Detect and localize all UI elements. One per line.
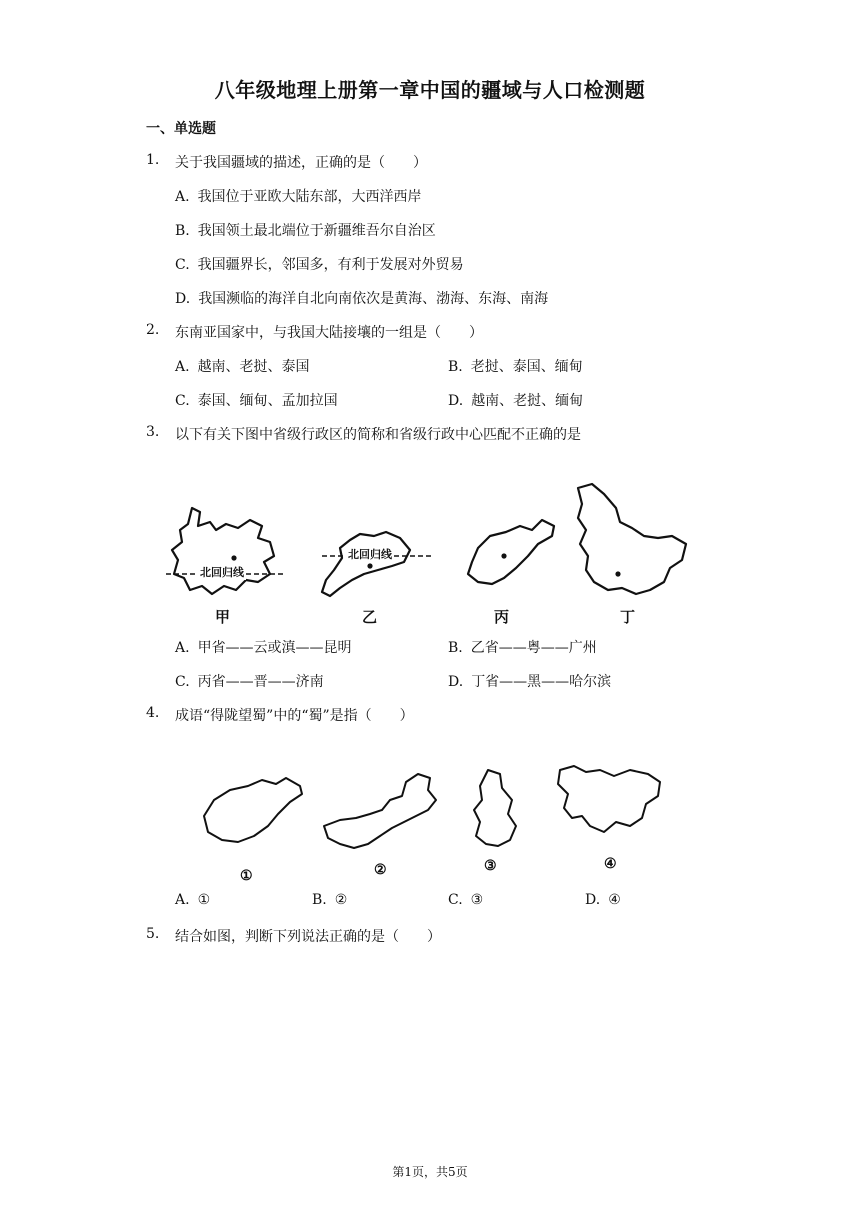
option-text: ②	[334, 892, 348, 908]
question-text: 成语“得陇望蜀”中的“蜀”是指（ ）	[175, 708, 414, 724]
capital-dot	[501, 553, 506, 558]
question-number: 5.	[146, 926, 160, 942]
option-b[interactable]	[448, 637, 597, 657]
province-shape-2	[324, 774, 436, 848]
option-letter: C.	[448, 892, 463, 908]
capital-dot	[615, 571, 620, 576]
option-text: ①	[197, 892, 211, 908]
option-letter: C.	[175, 674, 190, 690]
option-letter: A.	[175, 189, 190, 205]
question-number: 4.	[146, 705, 160, 721]
option-letter: C.	[175, 393, 190, 409]
question-text: 关于我国疆域的描述，正确的是（ ）	[175, 155, 427, 171]
option-letter: D.	[448, 393, 464, 409]
question-text: 以下有关下图中省级行政区的简称和省级行政中心匹配不正确的是	[175, 427, 581, 443]
figure-label: ①	[240, 868, 253, 884]
option-d[interactable]	[448, 390, 583, 410]
option-letter: B.	[312, 892, 327, 908]
option-text: 我国领土最北端位于新疆维吾尔自治区	[197, 223, 436, 239]
option-a[interactable]	[175, 892, 210, 908]
option-a[interactable]	[175, 356, 310, 376]
option-c[interactable]	[175, 254, 464, 274]
province-shape-yi	[322, 532, 410, 596]
option-c[interactable]	[175, 390, 338, 410]
option-text: 我国濒临的海洋自北向南依次是黄海、渤海、东海、南海	[198, 291, 549, 307]
section-heading: 一、单选题	[146, 121, 216, 137]
option-text: 丙省——晋——济南	[197, 674, 324, 690]
option-text: 乙省——粤——广州	[470, 640, 597, 656]
province-shape-1	[204, 778, 302, 842]
option-b[interactable]	[175, 220, 436, 240]
page-title: 八年级地理上册第一章中国的疆域与人口检测题	[214, 78, 646, 102]
option-letter: B.	[175, 223, 190, 239]
province-shape-jia	[172, 508, 274, 594]
option-b[interactable]	[448, 356, 583, 376]
province-shape-4	[558, 766, 660, 832]
question-number: 1.	[146, 152, 160, 168]
capital-dot	[231, 555, 236, 560]
figure-label: ③	[484, 858, 497, 874]
tropic-label: 北回归线	[348, 548, 392, 561]
option-text: 越南、老挝、泰国	[197, 359, 310, 375]
figure-label: 乙	[362, 608, 378, 626]
option-b[interactable]	[312, 892, 347, 908]
option-c[interactable]	[448, 892, 483, 908]
option-letter: D.	[448, 674, 464, 690]
question-number: 3.	[146, 424, 160, 440]
option-text: 我国位于亚欧大陆东部，大西洋西岸	[197, 189, 422, 205]
figure-label: ④	[604, 856, 617, 872]
province-shape-bing	[468, 520, 554, 584]
option-text: 甲省——云或滇——昆明	[197, 640, 352, 656]
figure-label: 丁	[620, 608, 636, 626]
option-letter: A.	[175, 892, 190, 908]
option-a[interactable]	[175, 637, 352, 657]
province-map-figure	[160, 478, 700, 628]
province-shape-3	[474, 770, 516, 846]
tropic-label: 北回归线	[200, 566, 244, 579]
question-number: 2.	[146, 322, 160, 338]
option-text: 我国疆界长，邻国多，有利于发展对外贸易	[197, 257, 464, 273]
option-d[interactable]	[175, 288, 548, 308]
option-text: 老挝、泰国、缅甸	[470, 359, 583, 375]
option-letter: C.	[175, 257, 190, 273]
province-shape-ding	[578, 484, 686, 594]
option-a[interactable]	[175, 186, 422, 206]
page-footer: 第1页，共5页	[392, 1165, 468, 1179]
option-letter: A.	[175, 359, 190, 375]
option-letter: B.	[448, 640, 463, 656]
option-letter: D.	[175, 291, 191, 307]
option-text: 越南、老挝、缅甸	[471, 393, 584, 409]
option-d[interactable]	[448, 671, 611, 691]
province-map-figure	[190, 760, 670, 860]
option-text: ④	[608, 892, 621, 908]
option-text: 丁省——黑——哈尔滨	[471, 674, 612, 690]
option-c[interactable]	[175, 671, 324, 691]
figure-label: ②	[374, 862, 387, 878]
question-text: 东南亚国家中，与我国大陆接壤的一组是（ ）	[175, 325, 483, 341]
capital-dot	[367, 563, 372, 568]
option-d[interactable]	[585, 892, 621, 908]
option-text: ③	[470, 892, 484, 908]
question-text: 结合如图，判断下列说法正确的是（ ）	[175, 929, 441, 945]
option-letter: B.	[448, 359, 463, 375]
figure-label: 甲	[215, 608, 231, 626]
option-text: 泰国、缅甸、孟加拉国	[197, 393, 338, 409]
option-letter: A.	[175, 640, 190, 656]
figure-label: 丙	[494, 608, 510, 626]
option-letter: D.	[585, 892, 601, 908]
